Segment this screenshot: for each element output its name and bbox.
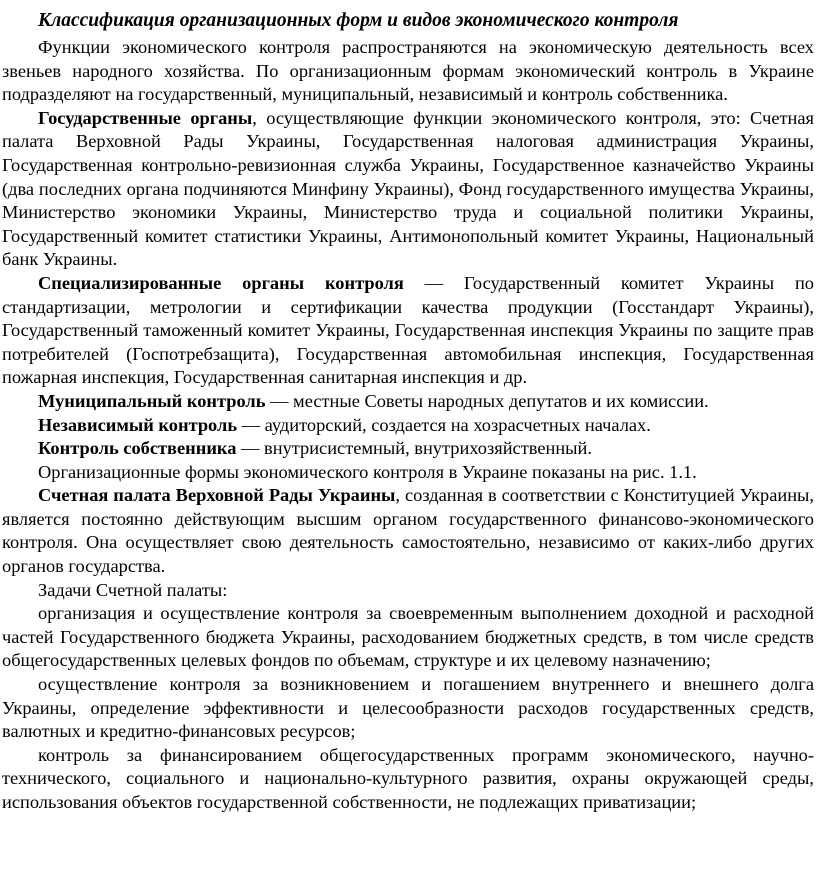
paragraph-lead: Специализированные органы контроля [38, 272, 404, 293]
paragraph-text: — аудиторский, создается на хозрасчетных началах. [237, 414, 651, 435]
paragraph-text: организация и осуществление контроля за своевременным выполнением доходной и расходной частей Государственного бюджета Украины, расходованием бюджетных средств, в том числе средств общегосударственных целевых фондов по объемам, структуре и их целевому назначению; [2, 603, 814, 671]
paragraph-text: , осуществляющие функции экономического контроля, это: Счетная палата Верховной Рады Украины, Государственная налоговая администрация Украины, Государственная контрольно-ревизионная служба Украины, Государственное казначейство Украины (два последних органа подчиняются Минфину Украины), Фонд государственного имущества Украины, Министерство экономики Украины, Министерство труда и социальной политики Украины, Государственный комитет статистики Украины, Антимонопольный комитет Украины, Национальный банк Украины. [2, 107, 814, 270]
paragraph-task-debt [0, 673, 816, 744]
paragraph-owner-control [0, 437, 816, 461]
paragraph-task-budget [0, 602, 816, 673]
paragraph-lead: Независимый контроль [38, 414, 238, 435]
paragraph-text: — Государственный комитет Украины по стандартизации, метрологии и сертификации качества продукции (Госстандарт Украины), Государственный таможенный комитет Украины, Государственная инспекция Украины по защите прав потребителей (Госпотребзащита), Государственная автомобильная инспекция, Государственная пожарная инспекция, Государственная санитарная инспекция и др. [2, 272, 814, 388]
paragraph-figure-reference [0, 461, 816, 485]
paragraph-independent-control [0, 414, 816, 438]
paragraph-state-bodies [0, 107, 816, 272]
paragraph-lead: Государственные органы [38, 107, 253, 128]
paragraph-text: — внутрисистемный, внутрихозяйственный. [236, 438, 592, 459]
paragraph-specialized-bodies [0, 272, 816, 390]
paragraph-text: Функции экономического контроля распространяются на экономическую деятельность всех звеньев народного хозяйства. По организационным формам экономический контроль в Украине подразделяют на государственный, муниципальный, независимый и контроль собственника. [2, 37, 814, 105]
paragraph-lead: Счетная палата Верховной Рады Украины [38, 485, 396, 506]
paragraph-text: Задачи Счетной палаты: [38, 579, 228, 600]
paragraph-intro [0, 36, 816, 107]
paragraph-text: контроль за финансированием общегосударственных программ экономического, научно-технического, социального и национально-культурного развития, охраны окружающей среды, использования объектов государственной собственности, не подлежащих приватизации; [2, 744, 814, 812]
paragraph-lead: Контроль собственника [38, 438, 237, 459]
paragraph-accounting-chamber [0, 484, 816, 578]
paragraph-task-programs [0, 744, 816, 815]
paragraph-lead: Муниципальный контроль [38, 390, 266, 411]
paragraph-text: Организационные формы экономического контроля в Украине показаны на рис. 1.1. [38, 461, 697, 482]
paragraph-municipal-control [0, 390, 816, 414]
paragraph-tasks-heading [0, 579, 816, 603]
paragraph-text: , созданная в соответствии с Конституцией Украины, является постоянно действующим высшим органом государственного финансово-экономического контроля. Она осуществляет свою деятельность самостоятельно, независимо от каких-либо других органов государства. [2, 485, 814, 577]
paragraph-text: — местные Советы народных депутатов и их комиссии. [265, 390, 709, 411]
document-title: Классификация организационных форм и видов экономического контроля [38, 10, 679, 31]
paragraph-text: осуществление контроля за возникновением и погашением внутреннего и внешнего долга Украины, определение эффективности и целесообразности расходов государственных средств, валютных и кредитно-финансовых ресурсов; [2, 674, 814, 742]
